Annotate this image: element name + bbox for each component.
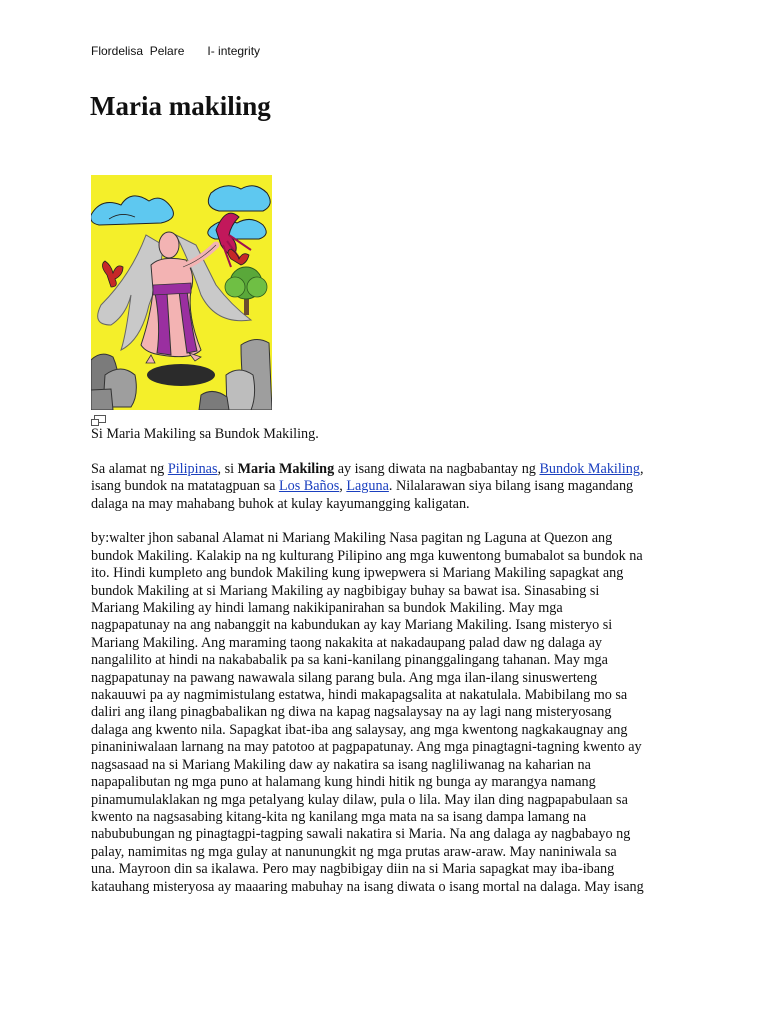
story-line: kwento na nagsasabing kitang-kita ng kanilang mga mata na sa isang dampa lamang na xyxy=(91,808,587,825)
section-name: I- integrity xyxy=(207,44,261,58)
image-caption: Si Maria Makiling sa Bundok Makiling. xyxy=(91,426,319,442)
bold-maria-makiling: Maria Makiling xyxy=(237,460,335,477)
story-line: nagpapatunay na pawang nawawala silang parang bula. Ang mga ilan-ilang sinuswerteng xyxy=(91,669,598,686)
story-line: Mariang Makiling. Ang maraming taong nakakita at nakadaupang palad daw ng dalaga ay xyxy=(91,634,602,651)
maria-makiling-illustration xyxy=(91,175,272,410)
document-header xyxy=(91,44,260,58)
intro-line-3: dalaga na may mahabang buhok at kulay kayumangging kaligatan. xyxy=(91,495,470,512)
intro-line-1: Sa alamat ng Pilipinas, si Maria Makiling ay isang diwata na nagbabantay ng Bundok Makiling, xyxy=(91,460,644,477)
story-line: Mariang Makiling ay hindi lamang nakikipanirahan sa bundok Makiling. May mga xyxy=(91,600,563,617)
story-line: nagpapatunay na ang nabanggit na kabundukan ay kay Mariang Makiling. Isang misteryo si xyxy=(91,617,613,634)
story-line: bundok Makiling. Kalakip na ng kulturang Pilipino ang mga kuwentong bumabalot sa bundok na xyxy=(91,547,643,564)
story-line: nabububungan ng pinagtagpi-tagping sawali nakatira si Maria. Na ang dalaga ay nagbabayo ng xyxy=(91,826,631,843)
story-line: napapalibutan ng mga puno at halamang kung hindi hitik ng bunga ay marangya namang xyxy=(91,774,596,791)
link-pilipinas[interactable]: Pilipinas xyxy=(167,460,218,477)
page-title: Maria makiling xyxy=(90,91,271,121)
author-name: Flordelisa Pelare xyxy=(91,44,185,58)
story-line: dalaga ang kwento nila. Sapagkat ibat-iba ang salaysay, ang mga kwentong nagkakaugnay ang xyxy=(91,721,628,738)
story-line: pinaniniwalaan larnang na may patotoo at pagpapatunay. Ang mga pinagtagni-tagning kwento ay xyxy=(91,739,642,756)
story-line: daliri ang ilang pinagbabalikan ng diwa na kapag nagsalaysay na ay lagi nang misteryosang xyxy=(91,704,612,721)
story-line: nagsasaad na si Mariang Makiling daw ay nakatira sa isang nagliliwanag na kaharian na xyxy=(91,756,591,773)
article-body xyxy=(91,426,691,913)
story-line: nangalilito at hindi na nakababalik pa sa kani-kanilang pinanggalingang tahanan. May mga xyxy=(91,652,608,669)
link-laguna[interactable]: Laguna xyxy=(346,478,389,495)
story-paragraph xyxy=(91,530,691,896)
story-line: palay, namimitas ng mga gulay at nanunungkit ng mga prutas araw-araw. May naniniwala sa xyxy=(91,843,617,860)
intro-line-2: isang bundok na matatagpuan sa Los Baños, Laguna. Nilalarawan siya bilang isang magandang xyxy=(91,478,634,495)
story-line: by:walter jhon sabanal Alamat ni Mariang Makiling Nasa pagitan ng Laguna at Quezon ang xyxy=(91,530,613,547)
expand-image-icon[interactable] xyxy=(91,414,107,426)
story-line: pinamumulaklakan ng mga petalyang kulay dilaw, pula o lila. May ilan ding nagpapabulaan sa xyxy=(91,791,628,808)
story-line: bundok Makiling at si Mariang Makiling ay nagbibigay buhay sa bawat isa. Sinasabing si xyxy=(91,582,600,599)
intro-paragraph xyxy=(91,461,691,513)
link-los-banos[interactable]: Los Baños xyxy=(278,478,340,495)
link-bundok-makiling[interactable]: Bundok Makiling xyxy=(539,460,640,477)
story-line: una. Mayroon din sa ikalawa. Pero may nagbibigay diin na si Maria sapagkat may iba-ibang xyxy=(91,861,615,878)
story-line: nakauuwi pa ay nagmimistulang estatwa, hindi makapagsalita at nakatulala. Mabibilang mo sa xyxy=(91,687,628,704)
story-line: katauhang misteryosa ay maaaring mabuhay na isang diwata o isang mortal na dalaga. May isang xyxy=(91,878,644,895)
story-line: ito. Hindi kumpleto ang bundok Makiling kung ipwepwera si Mariang Makiling sapagkat ang xyxy=(91,565,624,582)
